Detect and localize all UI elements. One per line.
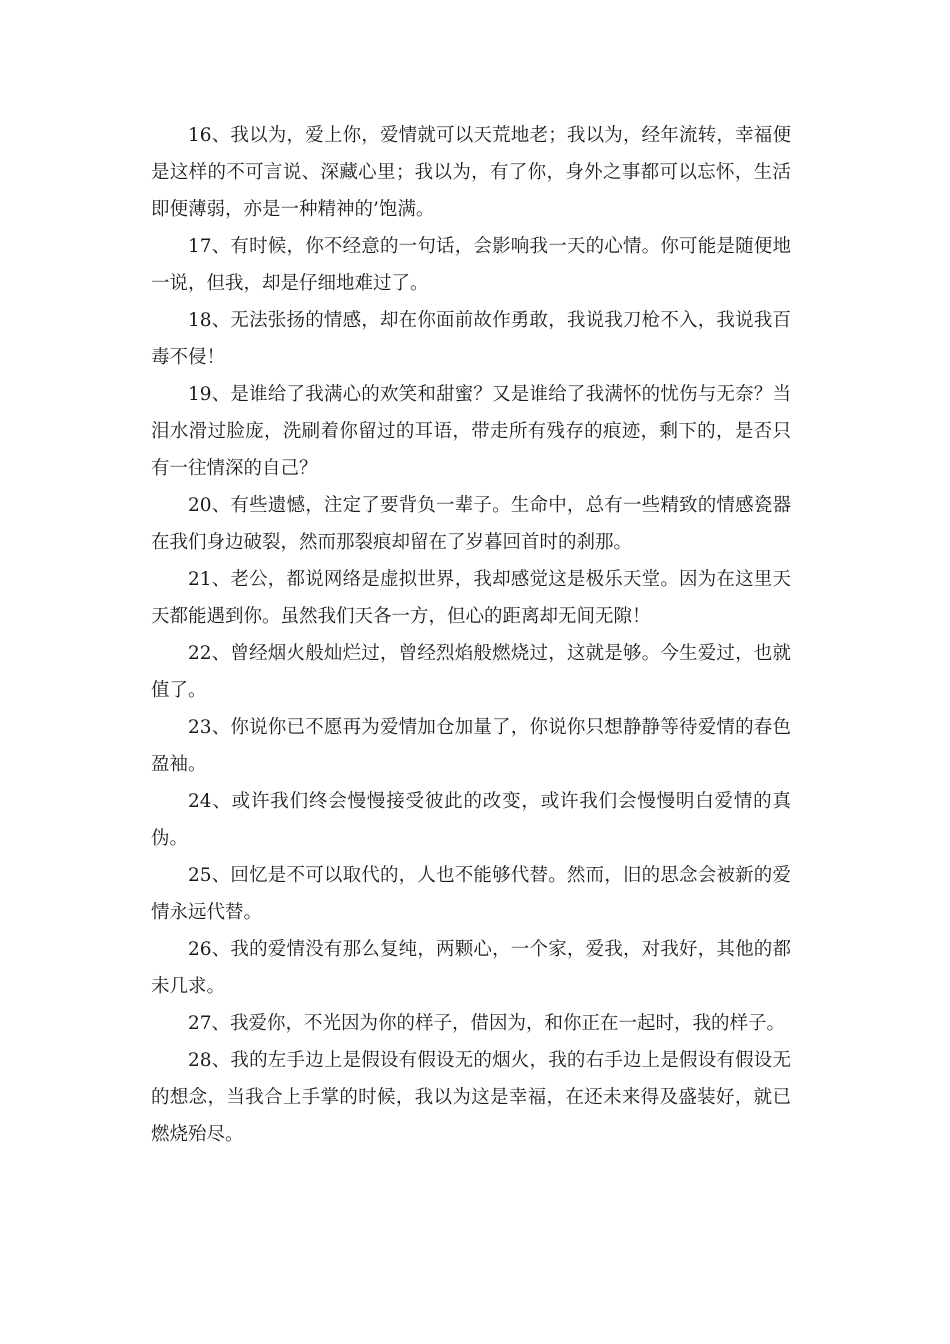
paragraph-19: 19、是谁给了我满心的欢笑和甜蜜？又是谁给了我满怀的忧伤与无奈？当泪水滑过脸庞，洗刷着你留过的耳语，带走所有残存的痕迹，剩下的，是否只有一往情深的自己？ [151, 384, 791, 479]
paragraph-18: 18、无法张扬的情感，却在你面前故作勇敢，我说我刀枪不入，我说我百毒不侵！ [151, 310, 791, 368]
paragraph-27: 27、我爱你，不光因为你的样子，借因为，和你正在一起时，我的样子。 [188, 1013, 786, 1034]
paragraph-17: 17、有时候，你不经意的一句话，会影响我一天的心情。你可能是随便地一说，但我，却是仔细地难过了。 [151, 236, 791, 294]
document-body [151, 117, 791, 1153]
paragraph-24: 24、或许我们终会慢慢接受彼此的改变，或许我们会慢慢明白爱情的真伪。 [151, 791, 791, 849]
paragraph-26: 26、我的爱情没有那么复纯，两颗心，一个家，爱我，对我好，其他的都未几求。 [151, 939, 791, 997]
paragraph-22: 22、曾经烟火般灿烂过，曾经烈焰般燃烧过，这就是够。今生爱过，也就值了。 [151, 643, 791, 701]
paragraph-20: 20、有些遗憾，注定了要背负一辈子。生命中，总有一些精致的情感瓷器在我们身边破裂，然而那裂痕却留在了岁暮回首时的刹那。 [151, 495, 791, 553]
paragraph-16: 16、我以为，爱上你，爱情就可以天荒地老；我以为，经年流转，幸福便是这样的不可言说、深藏心里；我以为，有了你，身外之事都可以忘怀，生活即便薄弱，亦是一种精神的’饱满。 [151, 125, 791, 220]
paragraph-28: 28、我的左手边上是假设有假设无的烟火，我的右手边上是假设有假设无的想念，当我合上手掌的时候，我以为这是幸福，在还未来得及盛装好，就已燃烧殆尽。 [151, 1050, 791, 1145]
paragraph-25: 25、回忆是不可以取代的，人也不能够代替。然而，旧的思念会被新的爱情永远代替。 [151, 865, 791, 923]
paragraph-23: 23、你说你已不愿再为爱情加仓加量了，你说你只想静静等待爱情的春色盈袖。 [151, 717, 791, 775]
paragraph-21: 21、老公，都说网络是虚拟世界，我却感觉这是极乐天堂。因为在这里天天都能遇到你。虽然我们天各一方，但心的距离却无间无隙！ [151, 569, 791, 627]
